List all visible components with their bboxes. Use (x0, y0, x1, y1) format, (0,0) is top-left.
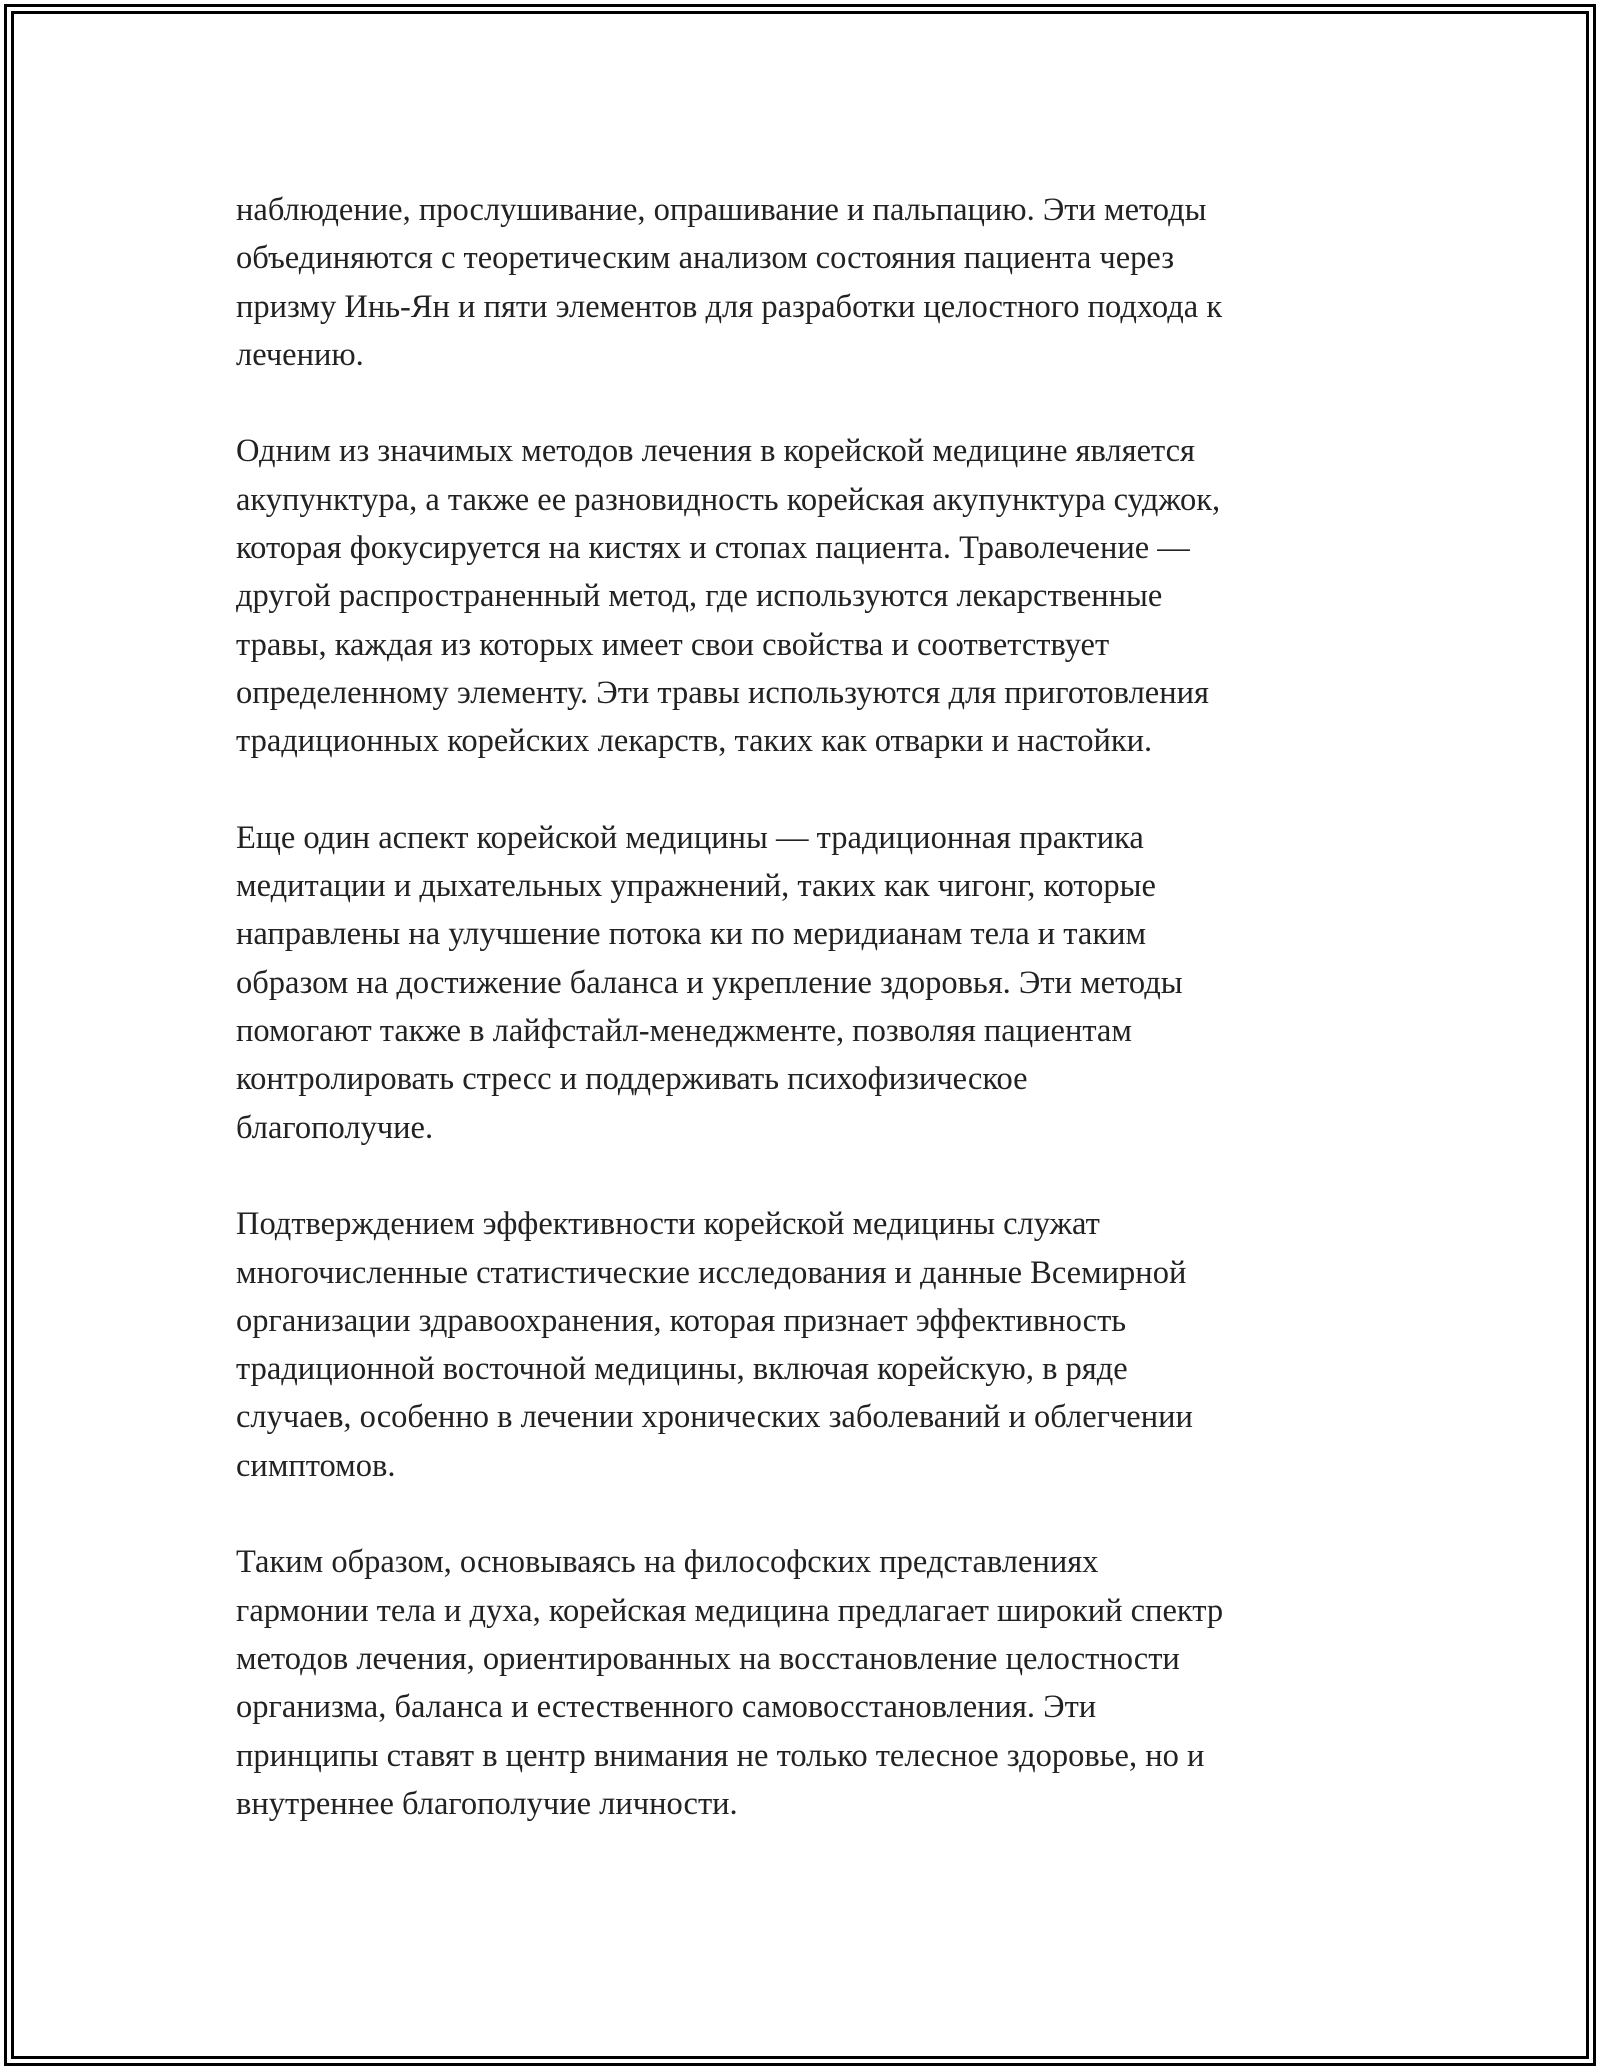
text-line: акупунктура, а также ее разновидность корейская акупунктура суджок, (236, 481, 1221, 518)
text-line: многочисленные статистические исследования и данные Всемирной (236, 1254, 1187, 1291)
text-line: травы, каждая из которых имеет свои свойства и соответствует (236, 626, 1110, 663)
text-line: принципы ставят в центр внимания не только телесное здоровье, но и (236, 1737, 1205, 1774)
text-line: случаев, особенно в лечении хронических заболеваний и облегчении (236, 1399, 1193, 1436)
paragraph-5 (236, 1538, 1386, 1828)
text-line: которая фокусируется на кистях и стопах пациента. Траволечение — (236, 530, 1190, 567)
text-line: традиционных корейских лекарств, таких как отварки и настойки. (236, 723, 1153, 760)
text-line: гармонии тела и духа, корейская медицина предлагает широкий спектр (236, 1592, 1224, 1629)
text-line: определенному элементу. Эти травы используются для приготовления (236, 674, 1209, 711)
paragraph-2 (236, 427, 1386, 765)
paragraph-3 (236, 814, 1386, 1152)
text-line: Подтверждением эффективности корейской медицины служат (236, 1206, 1100, 1243)
text-line: Еще один аспект корейской медицины — традиционная практика (236, 819, 1144, 856)
text-line: внутреннее благополучие личности. (236, 1785, 738, 1822)
text-line: организации здравоохранения, которая признает эффективность (236, 1302, 1127, 1339)
text-line: симптомов. (236, 1447, 396, 1484)
text-line: традиционной восточной медицины, включая корейскую, в ряде (236, 1351, 1128, 1388)
text-line: объединяются с теоретическим анализом состояния пациента через (236, 240, 1175, 277)
text-line: образом на достижение баланса и укрепление здоровья. Эти методы (236, 964, 1183, 1001)
text-line: призму Инь-Ян и пяти элементов для разработки целостного подхода к (236, 288, 1223, 325)
text-line: медитации и дыхательных упражнений, таких как чигонг, которые (236, 868, 1156, 905)
text-line: наблюдение, прослушивание, опрашивание и пальпацию. Эти методы (236, 192, 1207, 228)
document-body (236, 186, 1386, 1876)
text-line: организма, баланса и естественного самовосстановления. Эти (236, 1689, 1097, 1726)
paragraph-1 (236, 186, 1386, 379)
text-line: Одним из значимых методов лечения в корейской медицине является (236, 433, 1195, 470)
text-line: методов лечения, ориентированных на восстановление целостности (236, 1640, 1180, 1677)
text-line: помогают также в лайфстайл-менеджменте, позволяя пациентам (236, 1013, 1132, 1050)
text-line: направлены на улучшение потока ки по меридианам тела и таким (236, 916, 1147, 953)
text-line: лечению. (236, 336, 364, 373)
paragraph-4 (236, 1200, 1386, 1490)
text-line: контролировать стресс и поддерживать психофизическое (236, 1061, 1028, 1098)
text-line: благополучие. (236, 1109, 434, 1146)
text-line: другой распространенный метод, где используются лекарственные (236, 578, 1163, 615)
text-line: Таким образом, основываясь на философских представлениях (236, 1544, 1099, 1581)
